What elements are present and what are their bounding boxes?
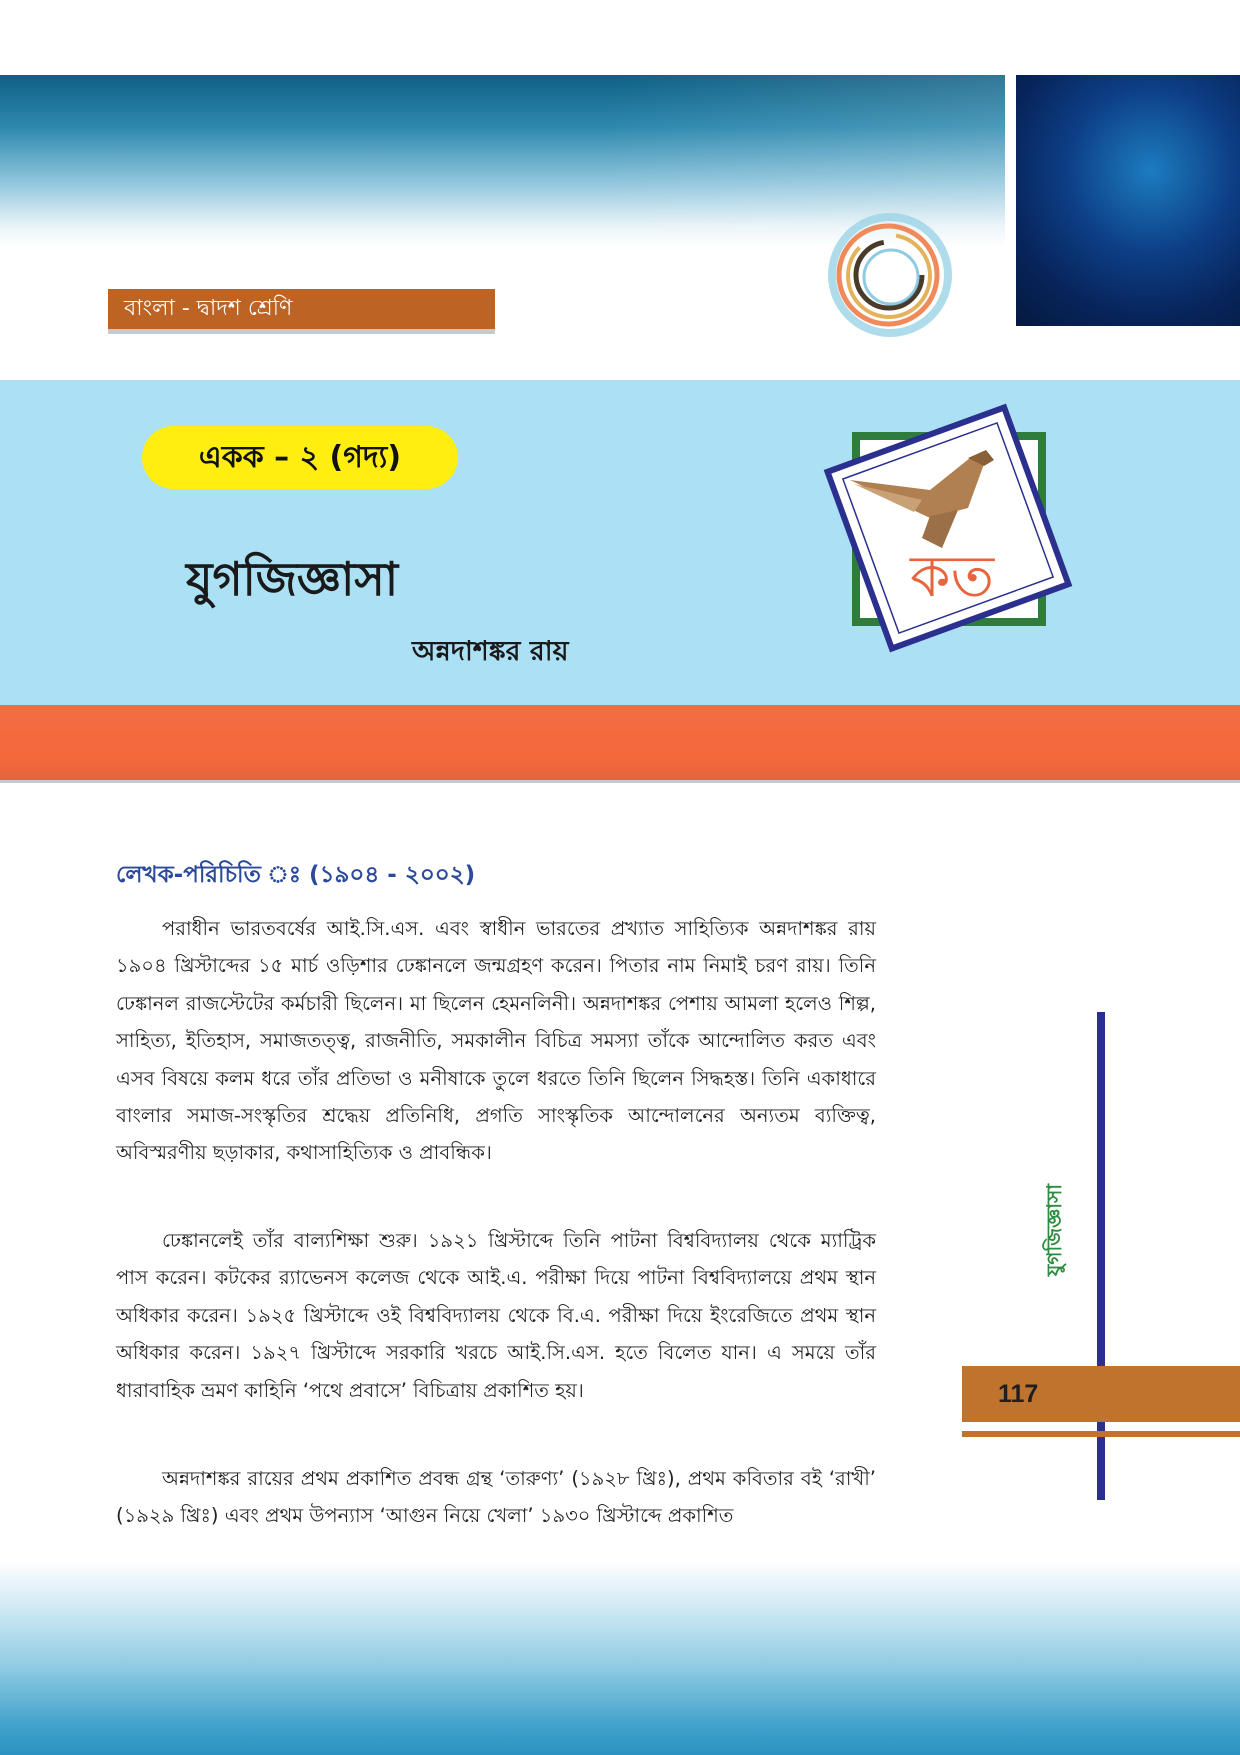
rings-logo-icon — [815, 205, 965, 345]
page-number-underline — [962, 1431, 1240, 1437]
bio-heading: লেখক-পরিচিতি ঃ (১৯০৪ - ২০০২) — [116, 862, 476, 888]
author-name: অন্নদাশঙ্কর রায় — [412, 636, 569, 667]
unit-label: একক – ২ (গদ্য) — [142, 426, 458, 489]
orange-divider-band — [0, 705, 1240, 783]
corner-decoration — [1016, 75, 1240, 326]
orange-band-shadow — [0, 780, 1240, 783]
bottom-gradient-band — [0, 1560, 1240, 1755]
paragraph: পরাধীন ভারতবর্ষের আই.সি.এস. এবং স্বাধীন ভারতের প্রখ্যাত সাহিত্যিক অন্নদাশঙ্কর রায় ১৯০৪ খ্রিস্টাব্দের ১৫ মার্চ ওড়িশার ঢেঙ্কানলে জন্মগ্রহণ করেন। পিতার নাম নিমাই চরণ রায়। তিনি ঢেঙ্কানল রাজস্টেটের কর্মচারী ছিলেন। মা ছিলেন হেমনলিনী। অন্নদাশঙ্কর পেশায় আমলা হলেও শিল্প, সাহিত্য, ইতিহাস, সমাজতত্ত্ব, রাজনীতি, সমকালীন বিচিত্র সমস্যা তাঁকে আন্দোলিত করত এবং এসব বিষয়ে কলম ধরে তাঁর প্রতিভা ও মনীষাকে তুলে ধরতে তিনি ছিলেন সিদ্ধহস্ত। তিনি একাধারে বাংলার সমাজ-সংস্কৃতির শ্রদ্ধেয় প্রতিনিধি, প্রগতি সাংস্কৃতিক আন্দোলনের অন্যতম ব্যক্তিত্ব, অবিস্মরণীয় ছড়াকার, কথাসাহিত্যিক ও প্রাবন্ধিক। — [116, 917, 877, 1165]
chapter-title: যুগজিজ্ঞাসা — [186, 552, 399, 606]
paragraph: অন্নদাশঙ্কর রায়ের প্রথম প্রকাশিত প্রবন্ধ গ্রন্থ ‘তারুণ্য’ (১৯২৮ খ্রিঃ), প্রথম কবিতার বই ‘রাখী’ (১৯২৯ খ্রিঃ) এবং প্রথম উপন্যাস ‘আগুন নিয়ে খেলা’ ১৯৩০ খ্রিস্টাব্দে প্রকাশিত — [116, 1467, 876, 1528]
side-rule — [1097, 1012, 1105, 1500]
emblem-letters: কত — [910, 542, 995, 610]
eagle-emblem-icon — [818, 398, 1078, 658]
page-number: 117 — [962, 1366, 1240, 1422]
running-title: যুগজিজ্ঞাসা — [1042, 1183, 1066, 1277]
paragraph: ঢেঙ্কানলেই তাঁর বাল্যশিক্ষা শুরু। ১৯২১ খ্রিস্টাব্দে তিনি পাটনা বিশ্ববিদ্যালয় থেকে ম্যাট্রিক পাস করেন। কটকের র‍্যাভেনস কলেজ থেকে আই.এ. পরীক্ষা দিয়ে পাটনা বিশ্ববিদ্যালয়ে প্রথম স্থান অধিকার করেন। ১৯২৫ খ্রিস্টাব্দে ওই বিশ্ববিদ্যালয় থেকে বি.এ. পরীক্ষা দিয়ে ইংরেজিতে প্রথম স্থান অধিকার করেন। ১৯২৭ খ্রিস্টাব্দে সরকারি খরচে আই.সি.এস. হতে বিলেত যান। এ সময়ে তাঁর ধারাবাহিক ভ্রমণ কাহিনি ‘পথে প্রবাসে’ বিচিত্রায় প্রকাশিত হয়। — [116, 1229, 876, 1402]
class-tag: বাংলা - দ্বাদশ শ্রেণি — [108, 289, 495, 329]
